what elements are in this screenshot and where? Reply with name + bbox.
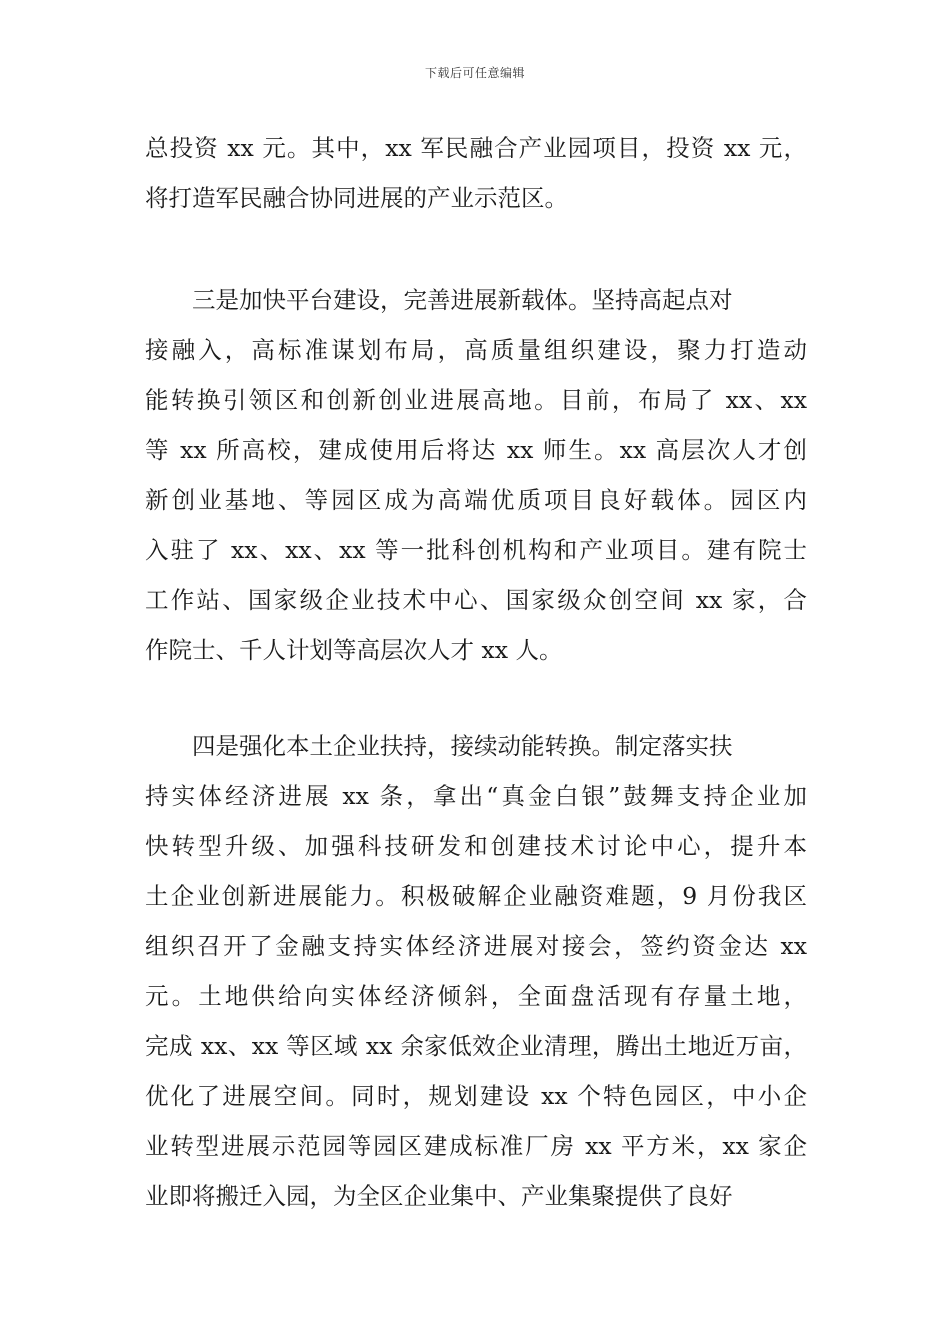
page-header: 下载后可任意编辑 <box>424 66 525 80</box>
text-line: 等 xx 所高校，建成使用后将达 xx 师生。xx 高层次人才创 <box>145 436 807 464</box>
text-line: 入驻了 xx、xx、xx 等一批科创机构和产业项目。建有院士 <box>145 536 807 564</box>
text-line: 优化了进展空间。同时，规划建设 xx 个特色园区，中小企 <box>145 1082 807 1110</box>
paragraph-2 <box>145 275 807 675</box>
text-line: 元。土地供给向实体经济倾斜，全面盘活现有存量土地， <box>145 982 807 1010</box>
text-line: 四是强化本土企业扶持，接续动能转换。制定落实扶 <box>145 732 733 760</box>
text-line: 业即将搬迁入园，为全区企业集中、产业集聚提供了良好 <box>145 1182 733 1210</box>
text-line: 新创业基地、等园区成为高端优质项目良好载体。园区内 <box>145 486 807 514</box>
text-line: 接融入，高标准谋划布局，高质量组织建设，聚力打造动 <box>145 336 807 364</box>
paragraph-1 <box>145 123 807 223</box>
text-line: 作院士、千人计划等高层次人才 xx 人。 <box>145 636 563 664</box>
text-line: 土企业创新进展能力。积极破解企业融资难题，9 月份我区 <box>145 882 807 910</box>
text-line: 完成 xx、xx 等区域 xx 余家低效企业清理，腾出土地近万亩， <box>145 1032 807 1060</box>
text-line: 持实体经济进展 xx 条，拿出“真金白银”鼓舞支持企业加 <box>145 782 807 810</box>
text-line: 业转型进展示范园等园区建成标准厂房 xx 平方米，xx 家企 <box>145 1132 807 1160</box>
text-line: 将打造军民融合协同进展的产业示范区。 <box>145 184 568 212</box>
text-line: 组织召开了金融支持实体经济进展对接会，签约资金达 xx <box>145 932 807 960</box>
text-line: 快转型升级、加强科技研发和创建技术讨论中心，提升本 <box>145 832 807 860</box>
text-line: 工作站、国家级企业技术中心、国家级众创空间 xx 家，合 <box>145 586 807 614</box>
text-line: 三是加快平台建设，完善进展新载体。坚持高起点对 <box>145 286 733 314</box>
paragraph-3 <box>145 721 807 1221</box>
text-line: 能转换引领区和创新创业进展高地。目前，布局了 xx、xx <box>145 386 807 414</box>
text-line: 总投资 xx 元。其中，xx 军民融合产业园项目，投资 xx 元， <box>145 134 807 162</box>
